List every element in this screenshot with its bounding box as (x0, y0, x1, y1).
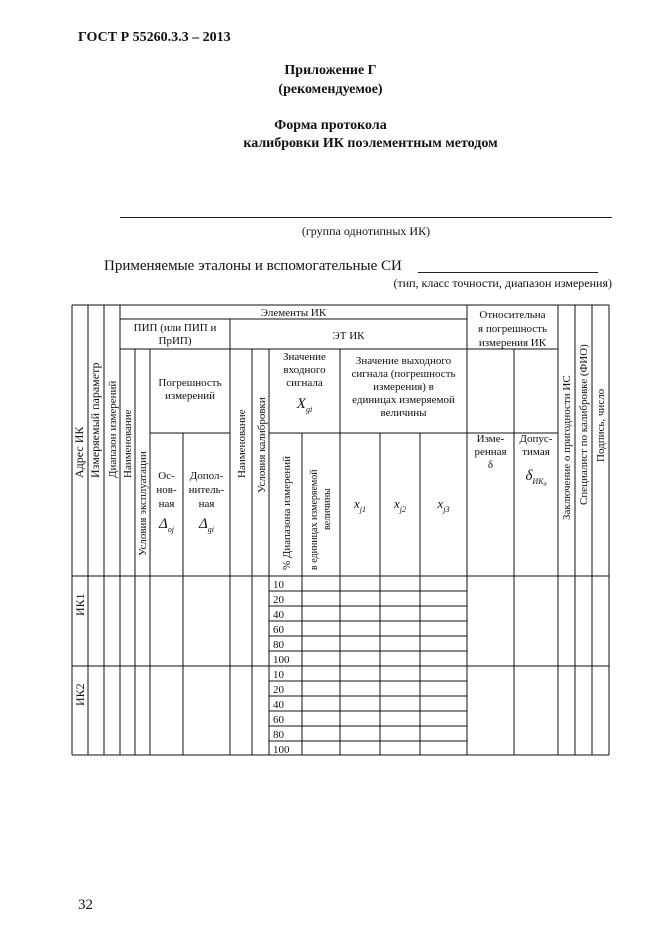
header-basic-error-line: ная (158, 498, 175, 510)
header-relative-error-line: Относительна (479, 309, 546, 321)
header-additional-error-symbol: $\Delta_{gi}$ (198, 516, 215, 534)
header-output-value-line: сигнала (погрешность (351, 368, 456, 380)
document-header: ГОСТ Р 55260.3.3 – 2013 (78, 30, 231, 45)
header-elements-ik: Элементы ИК (260, 307, 327, 319)
header-conclusion: Заключение о пригодности ИС (561, 375, 573, 520)
header-pip-line: ПрИП) (158, 335, 192, 347)
header-address: Адрес ИК (72, 426, 86, 478)
header-allowed-symbol: $\delta_{ИК}д$ (525, 468, 547, 488)
header-error-line: Погрешность (158, 377, 222, 389)
header-measured-line: δ (487, 459, 494, 471)
annex-status: (рекомендуемое) (278, 82, 383, 97)
header-range: Диапазон измерений (107, 380, 119, 478)
header-relative-error-line: я погрешность (478, 323, 547, 335)
group-caption: (группа однотипных ИК) (301, 224, 431, 238)
header-input-value-line: Значение (283, 351, 326, 363)
header-additional-error-line: Допол- (189, 470, 224, 482)
header-pip-line: ПИП (или ПИП и (133, 322, 217, 334)
header-input-value-line: сигнала (286, 377, 323, 389)
header-output-value-line: измерения) в (373, 381, 434, 393)
page-number: 32 (78, 897, 93, 913)
header-output-value-line: Значение выходного (355, 355, 452, 367)
row-point-value: 80 (273, 639, 284, 651)
header-output-value-line: единицах измеряемой (352, 394, 455, 406)
header-et-ik: ЭТ ИК (332, 330, 365, 342)
header-x-column-3: $x_{j3}$ (437, 496, 450, 514)
row-point-value: 40 (273, 699, 284, 711)
header-output-value-line: величины (380, 407, 427, 419)
header-relative-error-line: измерения ИК (478, 337, 547, 349)
header-in-units-line-2: величины (322, 488, 333, 530)
header-additional-error-line: ная (198, 498, 215, 510)
header-basic-error-line: Ос- (158, 470, 175, 482)
row-point-value: 10 (273, 579, 284, 591)
header-operating-conditions: Условия эксплуатации (137, 451, 149, 556)
row-point-value: 60 (273, 624, 284, 636)
row-point-value: 60 (273, 714, 284, 726)
header-calibration-conditions: Условия калибровки (256, 397, 268, 493)
row-label-ИК1: ИК1 (73, 593, 87, 616)
header-specialist: Специалист по калибровке (ФИО) (578, 344, 590, 505)
row-point-value: 80 (273, 729, 284, 741)
header-error-line: измерений (165, 390, 215, 402)
annex-title: Приложение Г (284, 63, 377, 78)
header-signature: Подпись, число (595, 388, 607, 462)
header-et-name: Наименование (236, 409, 248, 478)
header-measured-line: Изме- (476, 433, 505, 445)
row-point-value: 100 (273, 744, 290, 756)
header-x-column-2: $x_{j2}$ (393, 496, 407, 514)
header-input-value-line: входного (283, 364, 326, 376)
row-point-value: 20 (273, 684, 284, 696)
header-allowed-line: Допус- (519, 433, 553, 445)
form-title-line-2: калибровки ИК поэлементным методом (243, 136, 498, 151)
header-allowed-line: тимая (522, 446, 550, 458)
header-pip-name: Наименование (122, 409, 134, 478)
header-measured-line: ренная (474, 446, 507, 458)
header-in-units-line-1: в единицах измеряемой (309, 469, 320, 570)
row-point-value: 10 (273, 669, 284, 681)
header-measured-parameter: Измеряемый параметр (88, 362, 102, 478)
row-point-value: 40 (273, 609, 284, 621)
row-label-ИК2: ИК2 (73, 683, 87, 706)
header-percent-range: % Диапазона измерений (281, 455, 293, 570)
form-title-line-1: Форма протокола (274, 118, 387, 133)
row-point-value: 100 (273, 654, 290, 666)
header-basic-error-symbol: $\Delta_{oj}$ (158, 516, 175, 534)
header-basic-error-line: нов- (156, 484, 177, 496)
row-point-value: 20 (273, 594, 284, 606)
header-additional-error-line: нитель- (188, 484, 225, 496)
header-input-symbol: $X_{gi}$ (296, 396, 313, 414)
header-x-column-1: $x_{j1}$ (353, 496, 367, 514)
standards-label: Применяемые эталоны и вспомогательные СИ (104, 258, 402, 274)
standards-caption: (тип, класс точности, диапазон измерения) (393, 276, 612, 290)
